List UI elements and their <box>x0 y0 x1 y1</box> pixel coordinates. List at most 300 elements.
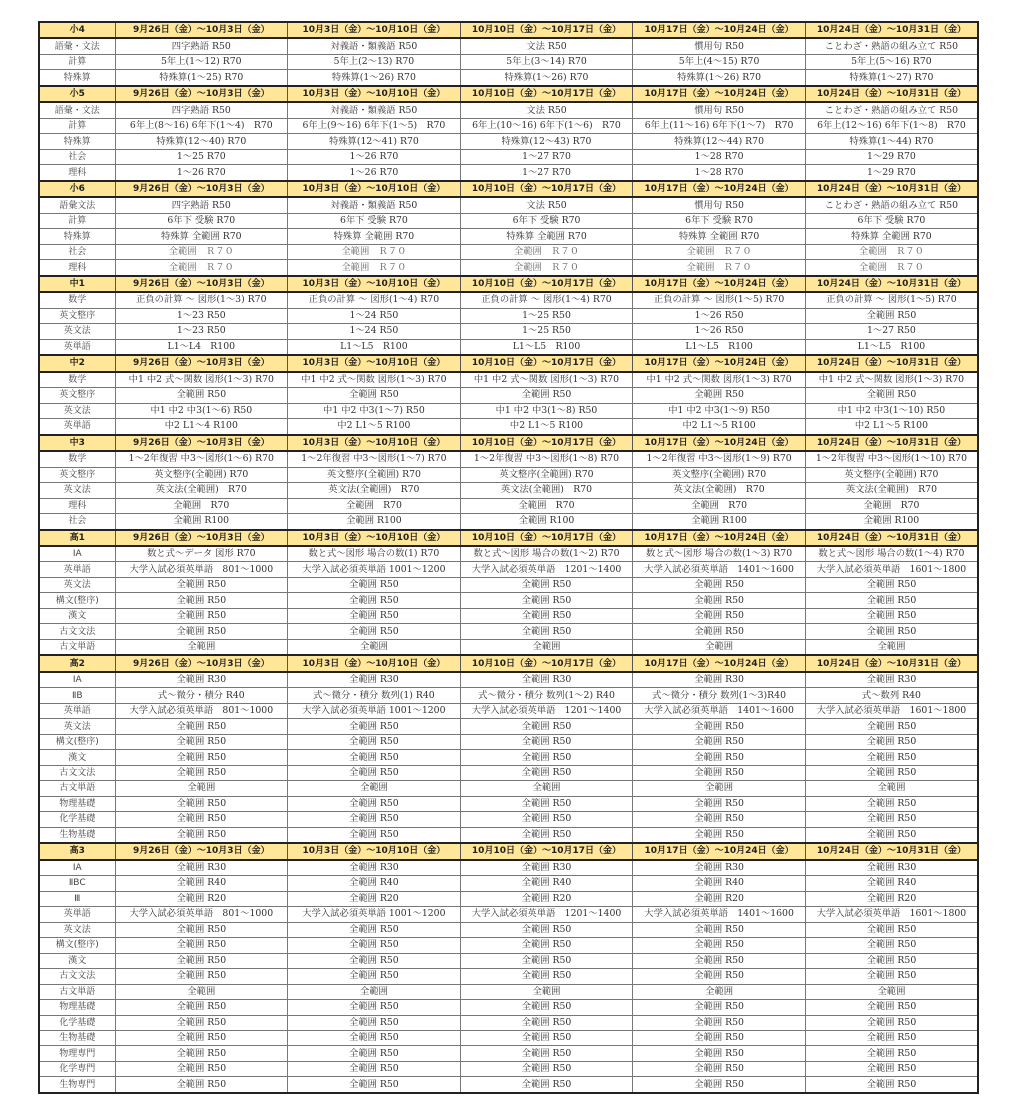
range-cell: 全範囲 R50 <box>288 953 461 968</box>
range-cell: 全範囲 R50 <box>115 1046 288 1061</box>
week-header: 10月17日（金）～10月24日（金） <box>633 276 806 292</box>
range-cell: 全範囲 R50 <box>805 624 978 639</box>
subject-row <box>39 938 978 953</box>
week-header: 10月24日（金）～10月31日（金） <box>805 355 978 371</box>
range-cell: 全範囲 R40 <box>805 876 978 891</box>
range-cell: 全範囲 R50 <box>805 953 978 968</box>
range-cell: 正負の計算 ～ 図形(1～5) R70 <box>633 292 806 308</box>
subject-label: ⅡB <box>39 688 115 703</box>
week-header: 10月17日（金）～10月24日（金） <box>633 86 806 102</box>
range-cell: 全範囲 R50 <box>460 938 633 953</box>
range-cell: 全範囲 R50 <box>633 624 806 639</box>
range-cell: 全範囲 R50 <box>288 577 461 592</box>
grade-header-row <box>39 276 978 292</box>
range-cell: 全範囲 R50 <box>805 750 978 765</box>
range-cell: 全範囲 R50 <box>805 796 978 811</box>
range-cell: 全範囲 R50 <box>288 734 461 749</box>
subject-label: 構文(整序) <box>39 938 115 953</box>
range-cell: 6年下 受験 R70 <box>288 213 461 228</box>
subject-label: 構文(整序) <box>39 734 115 749</box>
week-header: 10月17日（金）～10月24日（金） <box>633 181 806 197</box>
range-cell: 中1 中2 中3(1～6) R50 <box>115 403 288 418</box>
week-header: 10月3日（金）～10月10日（金） <box>288 843 461 859</box>
range-cell: 全範囲 R50 <box>633 388 806 403</box>
range-cell: 大学入試必須英単語 1401～1600 <box>633 562 806 577</box>
range-cell: 全範囲 R50 <box>460 953 633 968</box>
week-header: 10月10日（金）～10月17日（金） <box>460 276 633 292</box>
range-cell: 対義語・類義語 R50 <box>288 102 461 118</box>
range-cell: 全範囲 R50 <box>805 969 978 984</box>
subject-row <box>39 812 978 827</box>
range-cell: 全範囲 R50 <box>115 750 288 765</box>
range-cell: 全範囲 R20 <box>633 891 806 906</box>
range-cell: 文法 R50 <box>460 197 633 213</box>
range-cell: 1～2年復習 中3～図形(1～6) R70 <box>115 451 288 467</box>
range-cell: 1～23 R50 <box>115 324 288 339</box>
range-cell: 全範囲 R50 <box>633 1061 806 1076</box>
range-cell: 全範囲 R50 <box>460 608 633 623</box>
subject-row <box>39 984 978 999</box>
subject-row <box>39 781 978 796</box>
range-cell: 英文法(全範囲) R70 <box>115 483 288 498</box>
range-cell: 全範囲 R100 <box>805 514 978 530</box>
subject-label: 古文単語 <box>39 984 115 999</box>
range-cell: 正負の計算 ～ 図形(1～4) R70 <box>288 292 461 308</box>
range-cell: 中1 中2 式～関数 図形(1～3) R70 <box>288 372 461 388</box>
range-cell: 1～23 R50 <box>115 308 288 323</box>
subject-label: 社会 <box>39 244 115 259</box>
range-cell: 全範囲 Ｒ７０ <box>460 244 633 259</box>
subject-row <box>39 260 978 276</box>
range-cell: 式～数列 R40 <box>805 688 978 703</box>
subject-row <box>39 608 978 623</box>
range-cell: 全範囲 <box>805 781 978 796</box>
subject-row <box>39 244 978 259</box>
subject-row <box>39 922 978 937</box>
range-cell: 全範囲 R50 <box>633 938 806 953</box>
range-cell: 5年上(5～16) R70 <box>805 54 978 69</box>
range-cell: 全範囲 <box>805 639 978 655</box>
subject-label: 化学基礎 <box>39 812 115 827</box>
range-cell: 大学入試必須英単語 1201～1400 <box>460 703 633 718</box>
range-cell: 1～26 R70 <box>288 149 461 164</box>
range-cell: 全範囲 R50 <box>805 593 978 608</box>
range-cell: 数と式～図形 場合の数(1) R70 <box>288 546 461 562</box>
subject-label: 漢文 <box>39 750 115 765</box>
range-cell: 全範囲 <box>633 781 806 796</box>
range-cell: 1～27 R50 <box>805 324 978 339</box>
range-cell: 大学入試必須英単語 1201～1400 <box>460 907 633 922</box>
subject-label: 理科 <box>39 260 115 276</box>
subject-label: Ⅲ <box>39 891 115 906</box>
subject-label: 古文文法 <box>39 765 115 780</box>
week-header: 9月26日（金）～10月3日（金） <box>115 435 288 451</box>
subject-label: 生物基礎 <box>39 827 115 843</box>
range-cell: 全範囲 R50 <box>115 1031 288 1046</box>
range-cell: 数と式～図形 場合の数(1～3) R70 <box>633 546 806 562</box>
subject-row <box>39 1061 978 1076</box>
range-cell: 1～24 R50 <box>288 324 461 339</box>
grade-header-row <box>39 435 978 451</box>
subject-row <box>39 102 978 118</box>
subject-row <box>39 953 978 968</box>
range-cell: 全範囲 R50 <box>633 1046 806 1061</box>
subject-label: 数学 <box>39 451 115 467</box>
range-cell: 全範囲 R50 <box>460 827 633 843</box>
week-header: 10月10日（金）～10月17日（金） <box>460 355 633 371</box>
range-cell: 中1 中2 式～関数 図形(1～3) R70 <box>460 372 633 388</box>
range-cell: 全範囲 R50 <box>288 1061 461 1076</box>
subject-label: 古文文法 <box>39 969 115 984</box>
range-cell: 全範囲 R50 <box>633 577 806 592</box>
range-cell: 全範囲 R50 <box>460 1061 633 1076</box>
subject-row <box>39 70 978 86</box>
range-cell: 全範囲 R40 <box>633 876 806 891</box>
range-cell: 全範囲 <box>115 984 288 999</box>
range-cell: 全範囲 <box>288 781 461 796</box>
range-cell: 全範囲 R50 <box>115 1000 288 1015</box>
range-cell: 全範囲 R30 <box>115 672 288 688</box>
subject-row <box>39 419 978 435</box>
range-cell: 全範囲 R20 <box>115 891 288 906</box>
range-cell: 全範囲 R100 <box>288 514 461 530</box>
week-header: 9月26日（金）～10月3日（金） <box>115 355 288 371</box>
range-cell: 全範囲 <box>633 984 806 999</box>
range-cell: 全範囲 R50 <box>460 734 633 749</box>
range-cell: 中2 L1～5 R100 <box>288 419 461 435</box>
range-cell: 全範囲 R50 <box>805 1015 978 1030</box>
range-cell: 全範囲 R50 <box>288 388 461 403</box>
week-header: 10月24日（金）～10月31日（金） <box>805 181 978 197</box>
subject-row <box>39 562 978 577</box>
range-cell: 全範囲 R50 <box>288 796 461 811</box>
range-cell: 全範囲 R50 <box>633 1015 806 1030</box>
range-cell: 全範囲 R50 <box>288 1000 461 1015</box>
range-cell: 全範囲 R50 <box>460 812 633 827</box>
range-cell: 全範囲 Ｒ７０ <box>460 260 633 276</box>
subject-row <box>39 624 978 639</box>
range-cell: 特殊算(1～44) R70 <box>805 134 978 149</box>
range-cell: 特殊算 全範囲 R70 <box>288 229 461 244</box>
subject-row <box>39 891 978 906</box>
range-cell: 全範囲 R50 <box>460 719 633 734</box>
range-cell: 1～25 R50 <box>460 308 633 323</box>
subject-row <box>39 134 978 149</box>
range-cell: 全範囲 R70 <box>115 498 288 513</box>
range-cell: 全範囲 R50 <box>633 953 806 968</box>
range-cell: 中1 中2 中3(1～8) R50 <box>460 403 633 418</box>
range-cell: 中1 中2 中3(1～10) R50 <box>805 403 978 418</box>
range-cell: 四字熟語 R50 <box>115 102 288 118</box>
subject-row <box>39 339 978 355</box>
range-cell: 中1 中2 式～関数 図形(1～3) R70 <box>805 372 978 388</box>
range-cell: 全範囲 R50 <box>115 734 288 749</box>
range-cell: 正負の計算 ～ 図形(1～3) R70 <box>115 292 288 308</box>
subject-label: 英単語 <box>39 339 115 355</box>
range-cell: 全範囲 R30 <box>460 672 633 688</box>
range-cell: 全範囲 R50 <box>288 827 461 843</box>
range-cell: 5年上(1～12) R70 <box>115 54 288 69</box>
subject-row <box>39 498 978 513</box>
week-header: 9月26日（金）～10月3日（金） <box>115 843 288 859</box>
range-cell: 全範囲 R30 <box>115 860 288 876</box>
range-cell: 大学入試必須英単語 801～1000 <box>115 907 288 922</box>
week-header: 9月26日（金）～10月3日（金） <box>115 22 288 38</box>
subject-label: 英文法 <box>39 719 115 734</box>
subject-row <box>39 229 978 244</box>
range-cell: 全範囲 R50 <box>805 308 978 323</box>
week-header: 9月26日（金）～10月3日（金） <box>115 86 288 102</box>
range-cell: 大学入試必須英単語 1601～1800 <box>805 703 978 718</box>
week-header: 10月3日（金）～10月10日（金） <box>288 435 461 451</box>
grade-label: 中1 <box>39 276 115 292</box>
subject-row <box>39 1046 978 1061</box>
grade-header-row <box>39 181 978 197</box>
range-cell: 文法 R50 <box>460 38 633 54</box>
range-cell: 特殊算(1～26) R70 <box>288 70 461 86</box>
range-cell: 大学入試必須英単語 1201～1400 <box>460 562 633 577</box>
range-cell: 全範囲 R100 <box>633 514 806 530</box>
subject-row <box>39 860 978 876</box>
subject-label: 社会 <box>39 514 115 530</box>
subject-label: ⅠA <box>39 546 115 562</box>
range-cell: 6年上(8～16) 6年下(1～4) R70 <box>115 118 288 133</box>
week-header: 10月3日（金）～10月10日（金） <box>288 181 461 197</box>
range-cell: 大学入試必須英単語 801～1000 <box>115 703 288 718</box>
range-cell: 大学入試必須英単語 1601～1800 <box>805 907 978 922</box>
range-cell: 全範囲 R50 <box>288 624 461 639</box>
grade-label: 高2 <box>39 655 115 671</box>
range-cell: 全範囲 R50 <box>288 922 461 937</box>
range-cell: 全範囲 <box>633 639 806 655</box>
subject-row <box>39 719 978 734</box>
subject-row <box>39 1031 978 1046</box>
range-cell: 全範囲 R50 <box>460 969 633 984</box>
subject-label: 英文法 <box>39 577 115 592</box>
subject-label: ⅠA <box>39 860 115 876</box>
range-cell: 全範囲 R50 <box>288 812 461 827</box>
subject-label: 英文整序 <box>39 388 115 403</box>
week-header: 10月10日（金）～10月17日（金） <box>460 435 633 451</box>
range-cell: 全範囲 R50 <box>633 827 806 843</box>
subject-row <box>39 324 978 339</box>
range-cell: 全範囲 R50 <box>115 812 288 827</box>
range-cell: 全範囲 R50 <box>460 1000 633 1015</box>
range-cell: 全範囲 R50 <box>115 953 288 968</box>
range-cell: 中1 中2 中3(1～9) R50 <box>633 403 806 418</box>
subject-label: 生物基礎 <box>39 1031 115 1046</box>
range-cell: 全範囲 R50 <box>115 1015 288 1030</box>
range-cell: 1～27 R70 <box>460 165 633 181</box>
range-cell: 特殊算 全範囲 R70 <box>805 229 978 244</box>
subject-label: 理科 <box>39 165 115 181</box>
range-cell: 全範囲 R50 <box>633 608 806 623</box>
range-cell: 全範囲 R50 <box>288 969 461 984</box>
range-cell: 全範囲 R50 <box>115 577 288 592</box>
range-cell: 全範囲 R50 <box>460 1031 633 1046</box>
range-cell: 特殊算(1～27) R70 <box>805 70 978 86</box>
range-cell: 1～27 R70 <box>460 149 633 164</box>
schedule-table <box>38 21 979 1094</box>
range-cell: 特殊算 全範囲 R70 <box>115 229 288 244</box>
subject-label: 英文整序 <box>39 467 115 482</box>
range-cell: 全範囲 <box>460 639 633 655</box>
week-header: 10月24日（金）～10月31日（金） <box>805 276 978 292</box>
subject-row <box>39 750 978 765</box>
range-cell: 英文整序(全範囲) R70 <box>288 467 461 482</box>
grade-header-row <box>39 86 978 102</box>
range-cell: 全範囲 R50 <box>460 765 633 780</box>
week-header: 9月26日（金）～10月3日（金） <box>115 181 288 197</box>
range-cell: 1～24 R50 <box>288 308 461 323</box>
subject-row <box>39 38 978 54</box>
range-cell: 全範囲 R30 <box>633 860 806 876</box>
schedule-body <box>39 22 978 1093</box>
subject-row <box>39 213 978 228</box>
range-cell: 正負の計算 ～ 図形(1～4) R70 <box>460 292 633 308</box>
range-cell: 1～2年復習 中3～図形(1～8) R70 <box>460 451 633 467</box>
subject-row <box>39 1077 978 1093</box>
range-cell: 全範囲 R50 <box>633 1031 806 1046</box>
range-cell: 全範囲 R50 <box>805 1031 978 1046</box>
week-header: 10月10日（金）～10月17日（金） <box>460 530 633 546</box>
subject-label: 古文単語 <box>39 781 115 796</box>
range-cell: 全範囲 <box>115 781 288 796</box>
subject-row <box>39 165 978 181</box>
subject-row <box>39 703 978 718</box>
range-cell: 全範囲 R20 <box>288 891 461 906</box>
range-cell: 1～28 R70 <box>633 149 806 164</box>
range-cell: 全範囲 R50 <box>805 1077 978 1093</box>
range-cell: 全範囲 R50 <box>805 1046 978 1061</box>
range-cell: 全範囲 R50 <box>633 719 806 734</box>
subject-row <box>39 907 978 922</box>
week-header: 9月26日（金）～10月3日（金） <box>115 276 288 292</box>
week-header: 10月24日（金）～10月31日（金） <box>805 22 978 38</box>
subject-label: 語彙・文法 <box>39 38 115 54</box>
subject-row <box>39 388 978 403</box>
range-cell: 英文法(全範囲) R70 <box>805 483 978 498</box>
range-cell: 数と式～図形 場合の数(1～2) R70 <box>460 546 633 562</box>
range-cell: 文法 R50 <box>460 102 633 118</box>
range-cell: 全範囲 R50 <box>805 734 978 749</box>
range-cell: 特殊算(1～26) R70 <box>633 70 806 86</box>
week-header: 10月24日（金）～10月31日（金） <box>805 435 978 451</box>
range-cell: 式～微分・積分 数列(1) R40 <box>288 688 461 703</box>
range-cell: 全範囲 R50 <box>805 608 978 623</box>
subject-row <box>39 1015 978 1030</box>
range-cell: 1～25 R50 <box>460 324 633 339</box>
range-cell: 全範囲 R30 <box>460 860 633 876</box>
range-cell: 全範囲 R30 <box>288 672 461 688</box>
range-cell: 全範囲 R50 <box>288 938 461 953</box>
subject-row <box>39 54 978 69</box>
subject-label: ⅡBC <box>39 876 115 891</box>
range-cell: 英文整序(全範囲) R70 <box>805 467 978 482</box>
range-cell: 全範囲 R50 <box>633 734 806 749</box>
range-cell: ことわざ・熟語の組み立て R50 <box>805 102 978 118</box>
range-cell: 6年上(12～16) 6年下(1～8) R70 <box>805 118 978 133</box>
range-cell: 6年下 受験 R70 <box>805 213 978 228</box>
subject-row <box>39 734 978 749</box>
range-cell: 全範囲 Ｒ７０ <box>633 260 806 276</box>
range-cell: 式～微分・積分 数列(1～3)R40 <box>633 688 806 703</box>
range-cell: 全範囲 R50 <box>288 765 461 780</box>
range-cell: 全範囲 R100 <box>115 514 288 530</box>
range-cell: 特殊算(12～41) R70 <box>288 134 461 149</box>
range-cell: L1～L5 R100 <box>633 339 806 355</box>
range-cell: 全範囲 R40 <box>460 876 633 891</box>
range-cell: 中1 中2 式～関数 図形(1～3) R70 <box>115 372 288 388</box>
subject-label: 古文単語 <box>39 639 115 655</box>
range-cell: 全範囲 R50 <box>805 938 978 953</box>
range-cell: 正負の計算 ～ 図形(1～5) R70 <box>805 292 978 308</box>
subject-label: 特殊算 <box>39 134 115 149</box>
week-header: 10月3日（金）～10月10日（金） <box>288 22 461 38</box>
range-cell: 1～26 R70 <box>115 165 288 181</box>
week-header: 10月24日（金）～10月31日（金） <box>805 86 978 102</box>
subject-label: 計算 <box>39 54 115 69</box>
range-cell: 全範囲 R50 <box>805 765 978 780</box>
subject-label: 英単語 <box>39 419 115 435</box>
range-cell: 四字熟語 R50 <box>115 197 288 213</box>
range-cell: 大学入試必須英単語 1601～1800 <box>805 562 978 577</box>
range-cell: 全範囲 Ｒ７０ <box>115 260 288 276</box>
range-cell: 全範囲 Ｒ７０ <box>115 244 288 259</box>
grade-label: 高3 <box>39 843 115 859</box>
range-cell: 全範囲 <box>805 984 978 999</box>
grade-label: 小6 <box>39 181 115 197</box>
range-cell: 特殊算(12～43) R70 <box>460 134 633 149</box>
range-cell: 英文法(全範囲) R70 <box>288 483 461 498</box>
range-cell: 全範囲 R50 <box>115 388 288 403</box>
range-cell: 特殊算(12～40) R70 <box>115 134 288 149</box>
range-cell: 全範囲 R50 <box>633 922 806 937</box>
subject-label: 英文整序 <box>39 308 115 323</box>
range-cell: 全範囲 <box>460 781 633 796</box>
range-cell: 5年上(3～14) R70 <box>460 54 633 69</box>
week-header: 10月10日（金）～10月17日（金） <box>460 86 633 102</box>
subject-label: 英単語 <box>39 703 115 718</box>
range-cell: 全範囲 R50 <box>805 922 978 937</box>
range-cell: 6年上(10～16) 6年下(1～6) R70 <box>460 118 633 133</box>
subject-row <box>39 149 978 164</box>
range-cell: 全範囲 R50 <box>460 796 633 811</box>
range-cell: 全範囲 R50 <box>805 388 978 403</box>
range-cell: 対義語・類義語 R50 <box>288 197 461 213</box>
grade-label: 小5 <box>39 86 115 102</box>
subject-label: 構文(整序) <box>39 593 115 608</box>
grade-label: 小4 <box>39 22 115 38</box>
range-cell: 特殊算 全範囲 R70 <box>460 229 633 244</box>
grade-label: 高1 <box>39 530 115 546</box>
range-cell: 全範囲 R50 <box>115 593 288 608</box>
range-cell: 全範囲 <box>460 984 633 999</box>
range-cell: 英文法(全範囲) R70 <box>460 483 633 498</box>
range-cell: 英文整序(全範囲) R70 <box>460 467 633 482</box>
subject-row <box>39 403 978 418</box>
range-cell: 四字熟語 R50 <box>115 38 288 54</box>
subject-label: 数学 <box>39 292 115 308</box>
range-cell: 慣用句 R50 <box>633 38 806 54</box>
subject-row <box>39 197 978 213</box>
subject-label: 英文法 <box>39 403 115 418</box>
range-cell: 英文整序(全範囲) R70 <box>633 467 806 482</box>
subject-label: 英文法 <box>39 483 115 498</box>
range-cell: 全範囲 R70 <box>805 498 978 513</box>
range-cell: 全範囲 R50 <box>460 1015 633 1030</box>
range-cell: 6年下 受験 R70 <box>460 213 633 228</box>
